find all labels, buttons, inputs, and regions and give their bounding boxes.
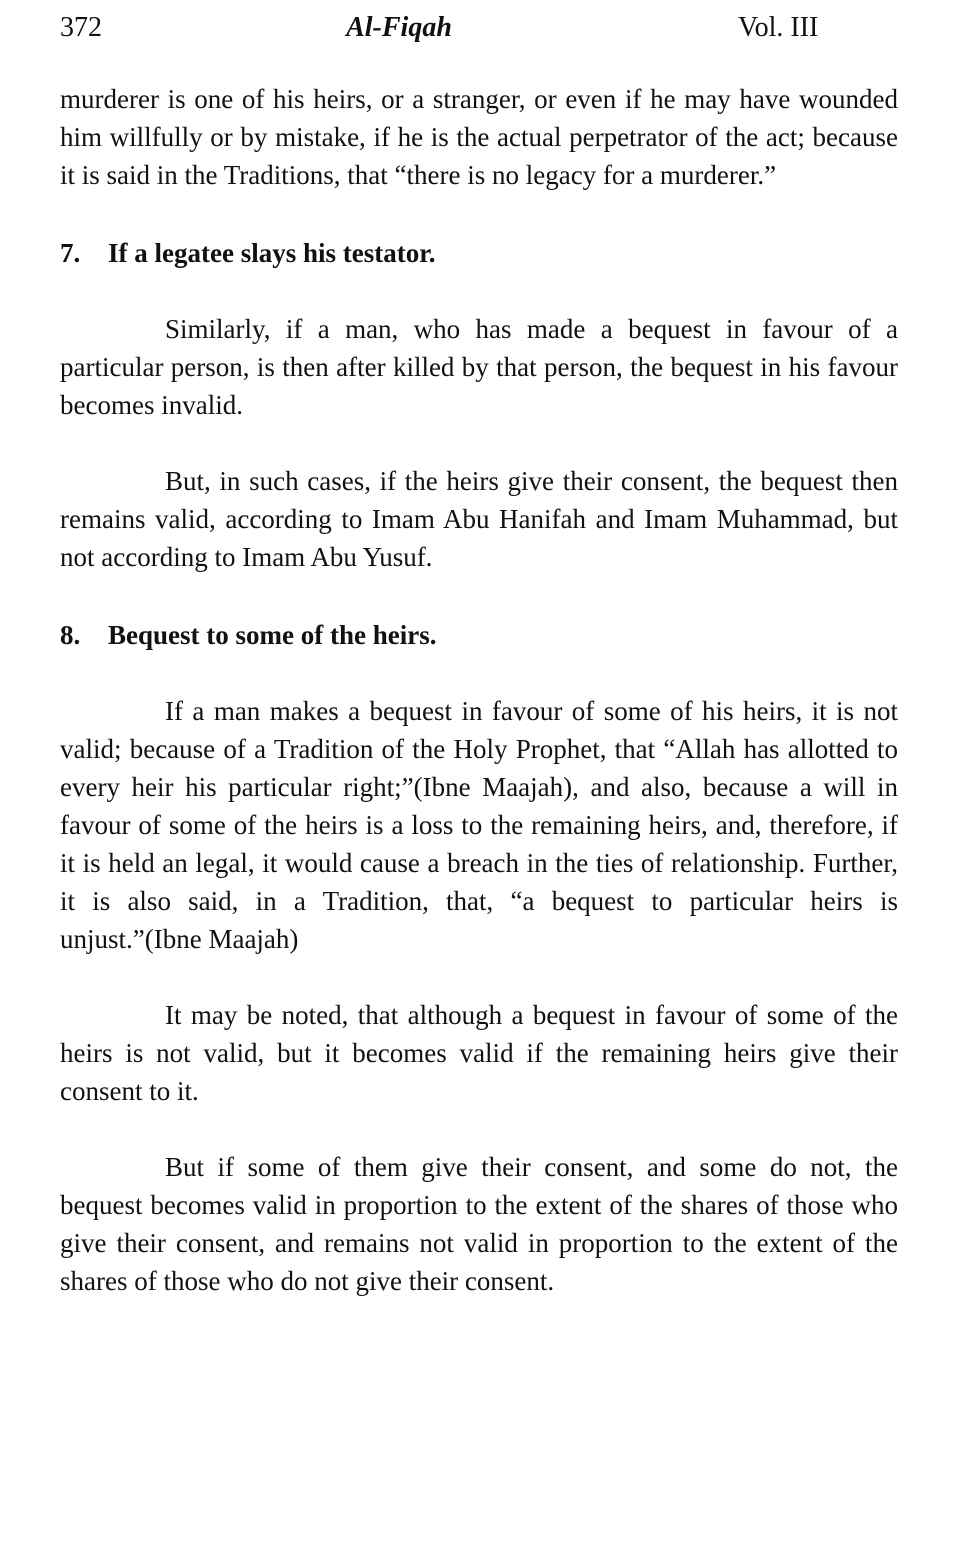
section-number: 7. [60, 238, 81, 268]
paragraph-continuation: murderer is one of his heirs, or a stranger, or even if he may have wounded him willfully or by mistake, if he is the actual perpetrator of the act; because it is said in the Traditions, that “there is no legacy for a murderer.” [60, 84, 898, 190]
page-header [60, 10, 898, 46]
paragraph: But if some of them give their consent, and some do not, the bequest becomes valid in proportion to the extent of the shares of those who give their consent, and remains not valid in proportion to the extent of the shares of those who do not give their consent. [60, 1152, 898, 1296]
paragraph: It may be noted, that although a bequest in favour of some of the heirs is not valid, but it becomes valid if the remaining heirs give their consent to it. [60, 1000, 898, 1106]
paragraph: But, in such cases, if the heirs give their consent, the bequest then remains valid, according to Imam Abu Hanifah and Imam Muhammad, but not according to Imam Abu Yusuf. [60, 466, 898, 572]
paragraph: If a man makes a bequest in favour of some of his heirs, it is not valid; because of a Tradition of the Holy Prophet, that “Allah has allotted to every heir his particular right;”(Ibne Maajah), and also, because a will in favour of some of the heirs is a loss to the remaining heirs, and, therefore, if it is held an legal, it would cause a breach in the ties of relationship. Further, it is also said, in a Tradition, that, “a bequest to particular heirs is unjust.”(Ibne Maajah) [60, 696, 898, 954]
section-title: If a legatee slays his testator. [108, 238, 436, 268]
page-number: 372 [60, 12, 102, 43]
paragraph: Similarly, if a man, who has made a bequest in favour of a particular person, is then after killed by that person, the bequest in his favour becomes invalid. [60, 314, 898, 420]
section-heading-7 [60, 234, 898, 272]
volume-label: Vol. III [738, 12, 819, 43]
page-body [60, 80, 898, 1300]
book-title: Al-Fiqah [346, 12, 452, 43]
section-heading-8 [60, 616, 898, 654]
section-number: 8. [60, 620, 81, 650]
section-title: Bequest to some of the heirs. [108, 620, 437, 650]
